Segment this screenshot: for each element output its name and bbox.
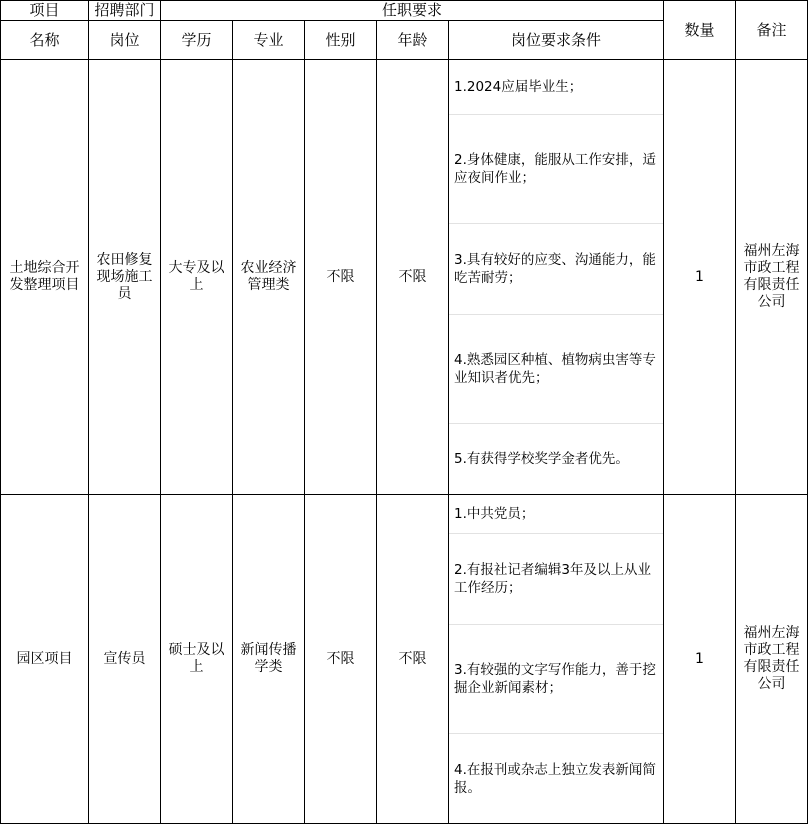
row2-condition-3: 3.有较强的文字写作能力，善于挖掘企业新闻素材； — [454, 662, 656, 696]
header-gender: 性别 — [325, 30, 356, 49]
row1-condition-5: 5.有获得学校奖学金者优先。 — [454, 451, 629, 467]
row1-gender: 不限 — [326, 268, 355, 285]
row2-major: 新闻传播学类 — [240, 642, 297, 675]
header-position: 岗位 — [109, 30, 140, 49]
row1-condition-3: 3.具有较好的应变、沟通能力，能吃苦耐劳； — [454, 252, 656, 286]
row2-project: 园区项目 — [16, 650, 73, 667]
header-quantity: 数量 — [684, 20, 715, 39]
row2-education: 硕士及以上 — [168, 642, 225, 675]
row2-remarks: 福州左海市政工程有限责任公司 — [743, 625, 800, 692]
row1-position: 农田修复现场施工员 — [96, 251, 153, 302]
header-requirements: 任职要求 — [381, 1, 442, 19]
grid-line — [0, 823, 808, 824]
header-project-name: 名称 — [29, 30, 60, 49]
row2-gender: 不限 — [326, 650, 355, 667]
row2-age: 不限 — [398, 650, 427, 667]
row2-condition-1: 1.中共党员； — [454, 506, 535, 522]
row1-remarks: 福州左海市政工程有限责任公司 — [743, 243, 800, 310]
header-age: 年龄 — [397, 30, 428, 49]
row1-age: 不限 — [398, 268, 427, 285]
row2-condition-2: 2.有报社记者编辑3年及以上从业工作经历； — [454, 562, 651, 596]
row1-quantity: 1 — [695, 268, 704, 285]
row1-condition-4: 4.熟悉园区种植、植物病虫害等专业知识者优先； — [454, 352, 656, 386]
row2-position: 宣传员 — [103, 650, 146, 667]
header-project-top: 项目 — [29, 1, 60, 19]
row1-education: 大专及以上 — [168, 260, 225, 293]
row1-project: 土地综合开发整理项目 — [9, 260, 80, 293]
row2-quantity: 1 — [695, 650, 704, 667]
header-remarks: 备注 — [756, 20, 787, 39]
header-education: 学历 — [181, 30, 212, 49]
header-conditions: 岗位要求条件 — [510, 30, 601, 49]
row1-condition-1: 1.2024应届毕业生； — [454, 79, 583, 95]
row1-condition-2: 2.身体健康，能服从工作安排，适应夜间作业； — [454, 152, 656, 186]
row2-condition-4: 4.在报刊或杂志上独立发表新闻简报。 — [454, 761, 656, 796]
header-dept-top: 招聘部门 — [94, 1, 155, 19]
row1-major: 农业经济管理类 — [240, 260, 297, 293]
header-major: 专业 — [253, 30, 284, 49]
